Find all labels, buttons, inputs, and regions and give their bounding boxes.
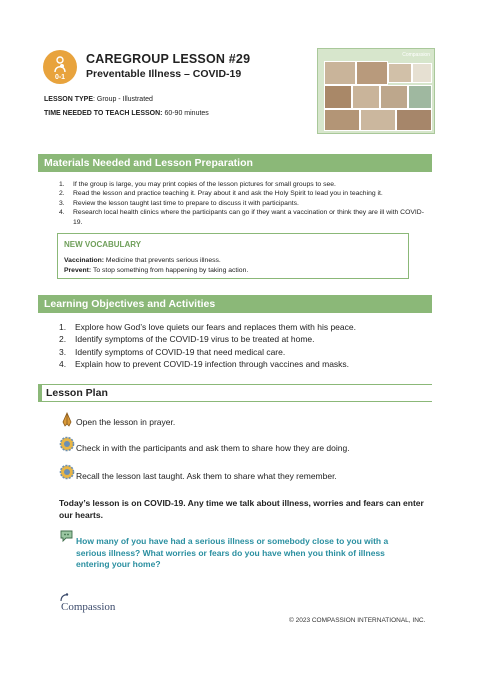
copyright: © 2023 COMPASSION INTERNATIONAL, INC. (289, 617, 426, 624)
gear-people-icon (59, 464, 75, 480)
brand-name: Compassion (61, 601, 116, 613)
materials-list (59, 180, 429, 227)
step-recall: Recall the lesson last taught. Ask them to share what they remember. (76, 471, 337, 481)
time-value: 60-90 minutes (162, 110, 209, 117)
lesson-title: CAREGROUP LESSON #29 (86, 52, 251, 66)
lesson-plan-heading: Lesson Plan (38, 384, 432, 402)
gear-people-icon (59, 436, 75, 452)
compassion-mark-icon (59, 593, 69, 603)
list-item: 3. Identify symptoms of COVID-19 that need medical care. (59, 346, 286, 357)
list-item: 4. Research local health clinics where the participants can go if they want a vaccination or think they are ill with COVID-19. (59, 209, 424, 226)
list-item: 3. Review the lesson taught last time to prepare to discuss it with participants. (59, 199, 299, 207)
vocabulary-box (57, 233, 409, 279)
lesson-subtitle: Preventable Illness – COVID-19 (86, 68, 242, 80)
lesson-type (44, 96, 153, 103)
thumbnail-logo: Compassion (402, 52, 430, 58)
vocab-item: Prevent: To stop something from happening by taking action. (64, 267, 249, 274)
discussion-question: How many of you have had a serious illness or somebody close to you with a serious illness? What worries or fears do you have when you think of illness entering your home? (76, 536, 389, 569)
vocabulary-title: NEW VOCABULARY (64, 240, 142, 249)
list-item: 4. Explain how to prevent COVID-19 infection through vaccines and masks. (59, 359, 350, 370)
vocab-item: Vaccination: Medicine that prevents serious illness. (64, 257, 221, 264)
step-check-in: Check in with the participants and ask them to share how they are doing. (76, 443, 350, 453)
mother-child-icon (51, 55, 69, 73)
list-item: 1. Explore how God’s love quiets our fears and replaces them with his peace. (59, 322, 356, 332)
materials-heading: Materials Needed and Lesson Preparation (38, 154, 432, 172)
objectives-list (59, 321, 429, 371)
todays-lesson-text: Today’s lesson is on COVID-19. Any time we talk about illness, worries and fears can enter our hearts. (59, 498, 424, 520)
time-label: TIME NEEDED TO TEACH LESSON: (44, 110, 163, 117)
list-item: 2. Identify symptoms of the COVID-19 virus to be treated at home. (59, 334, 315, 345)
list-item: 1. If the group is large, you may print copies of the lesson pictures for small groups to see. (59, 181, 336, 188)
objectives-heading: Learning Objectives and Activities (38, 295, 432, 313)
lesson-type-value: : Group - Illustrated (93, 96, 153, 103)
lesson-type-label: LESSON TYPE (44, 96, 94, 103)
compassion-logo (61, 601, 115, 613)
step-open-prayer: Open the lesson in prayer. (76, 417, 176, 427)
age-badge (43, 50, 77, 84)
lesson-pictures-thumbnail[interactable] (317, 48, 435, 134)
speech-bubble-icon (59, 528, 75, 544)
list-item: 2. Read the lesson and practice teaching it. Pray about it and ask the Holy Spirit to lead you in teaching it. (59, 190, 383, 198)
badge-age: 0-1 (54, 74, 66, 81)
time-needed (44, 110, 209, 117)
praying-hands-icon (59, 412, 75, 428)
